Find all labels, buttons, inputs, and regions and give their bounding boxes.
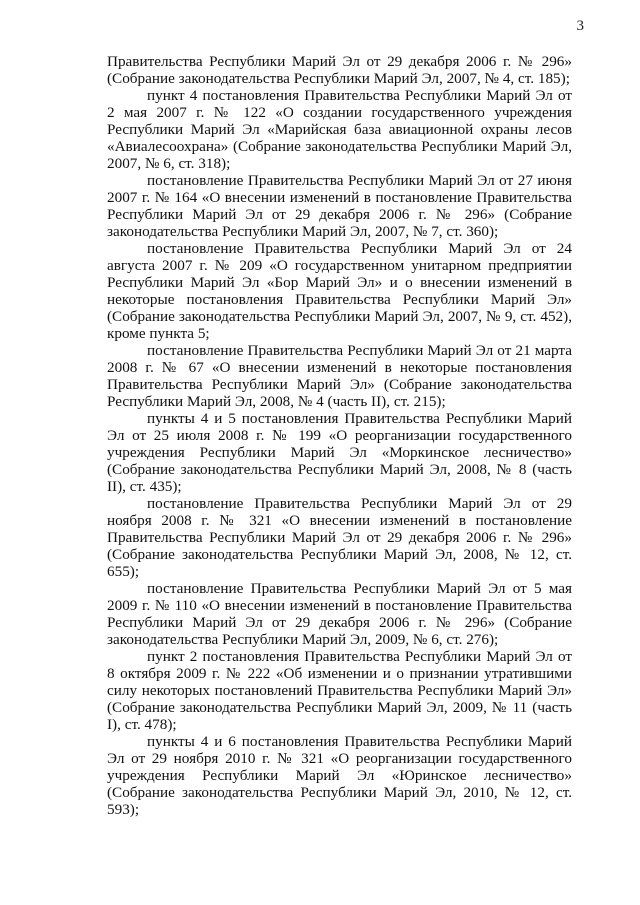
paragraph-item: пункт 2 постановления Правительства Республики Марий Эл от 8 октября 2009 г. № 222 «Об изменении и о признании утратившими силу некоторых постановлений Правительства Республики Марий Эл» (Собрание законодательства Республики Марий Эл, 2009, № 11 (часть I), ст. 478);	[107, 648, 572, 733]
paragraph-item: постановление Правительства Республики Марий Эл от 24 августа 2007 г. № 209 «О государственном унитарном предприятии Республики Марий Эл «Бор Марий Эл» и о внесении изменений в некоторые постановления Правительства Республики Марий Эл» (Собрание законодательства Республики Марий Эл, 2007, № 9, ст. 452), кроме пункта 5;	[107, 240, 572, 342]
paragraph-item: пункт 4 постановления Правительства Республики Марий Эл от 2 мая 2007 г. № 122 «О создании государственного учреждения Республики Марий Эл «Марийская база авиационной охраны лесов «Авиалесоохрана» (Собрание законодательства Республики Марий Эл, 2007, № 6, ст. 318);	[107, 87, 572, 172]
paragraph-item: пункты 4 и 6 постановления Правительства Республики Марий Эл от 29 ноября 2010 г. № 321 «О реорганизации государственного учреждения Республики Марий Эл «Юринское лесничество» (Собрание законодательства Республики Марий Эл, 2010, № 12, ст. 593);	[107, 733, 572, 818]
paragraph-item: постановление Правительства Республики Марий Эл от 5 мая 2009 г. № 110 «О внесении изменений в постановление Правительства Республики Марий Эл от 29 декабря 2006 г. № 296» (Собрание законодательства Республики Марий Эл, 2009, № 6, ст. 276);	[107, 580, 572, 648]
page-number: 3	[576, 18, 584, 34]
document-body	[107, 53, 572, 818]
paragraph-item: постановление Правительства Республики Марий Эл от 21 марта 2008 г. № 67 «О внесении изменений в некоторые постановления Правительства Республики Марий Эл» (Собрание законодательства Республики Марий Эл, 2008, № 4 (часть II), ст. 215);	[107, 342, 572, 410]
paragraph-continuation: Правительства Республики Марий Эл от 29 декабря 2006 г. № 296» (Собрание законодательства Республики Марий Эл, 2007, № 4, ст. 185);	[107, 53, 572, 87]
paragraph-item: постановление Правительства Республики Марий Эл от 27 июня 2007 г. № 164 «О внесении изменений в постановление Правительства Республики Марий Эл от 29 декабря 2006 г. № 296» (Собрание законодательства Республики Марий Эл, 2007, № 7, ст. 360);	[107, 172, 572, 240]
paragraph-item: постановление Правительства Республики Марий Эл от 29 ноября 2008 г. № 321 «О внесении изменений в постановление Правительства Республики Марий Эл от 29 декабря 2006 г. № 296» (Собрание законодательства Республики Марий Эл, 2008, № 12, ст. 655);	[107, 495, 572, 580]
paragraph-item: пункты 4 и 5 постановления Правительства Республики Марий Эл от 25 июля 2008 г. № 199 «О реорганизации государственного учреждения Республики Марий Эл «Моркинское лесничество» (Собрание законодательства Республики Марий Эл, 2008, № 8 (часть II), ст. 435);	[107, 410, 572, 495]
